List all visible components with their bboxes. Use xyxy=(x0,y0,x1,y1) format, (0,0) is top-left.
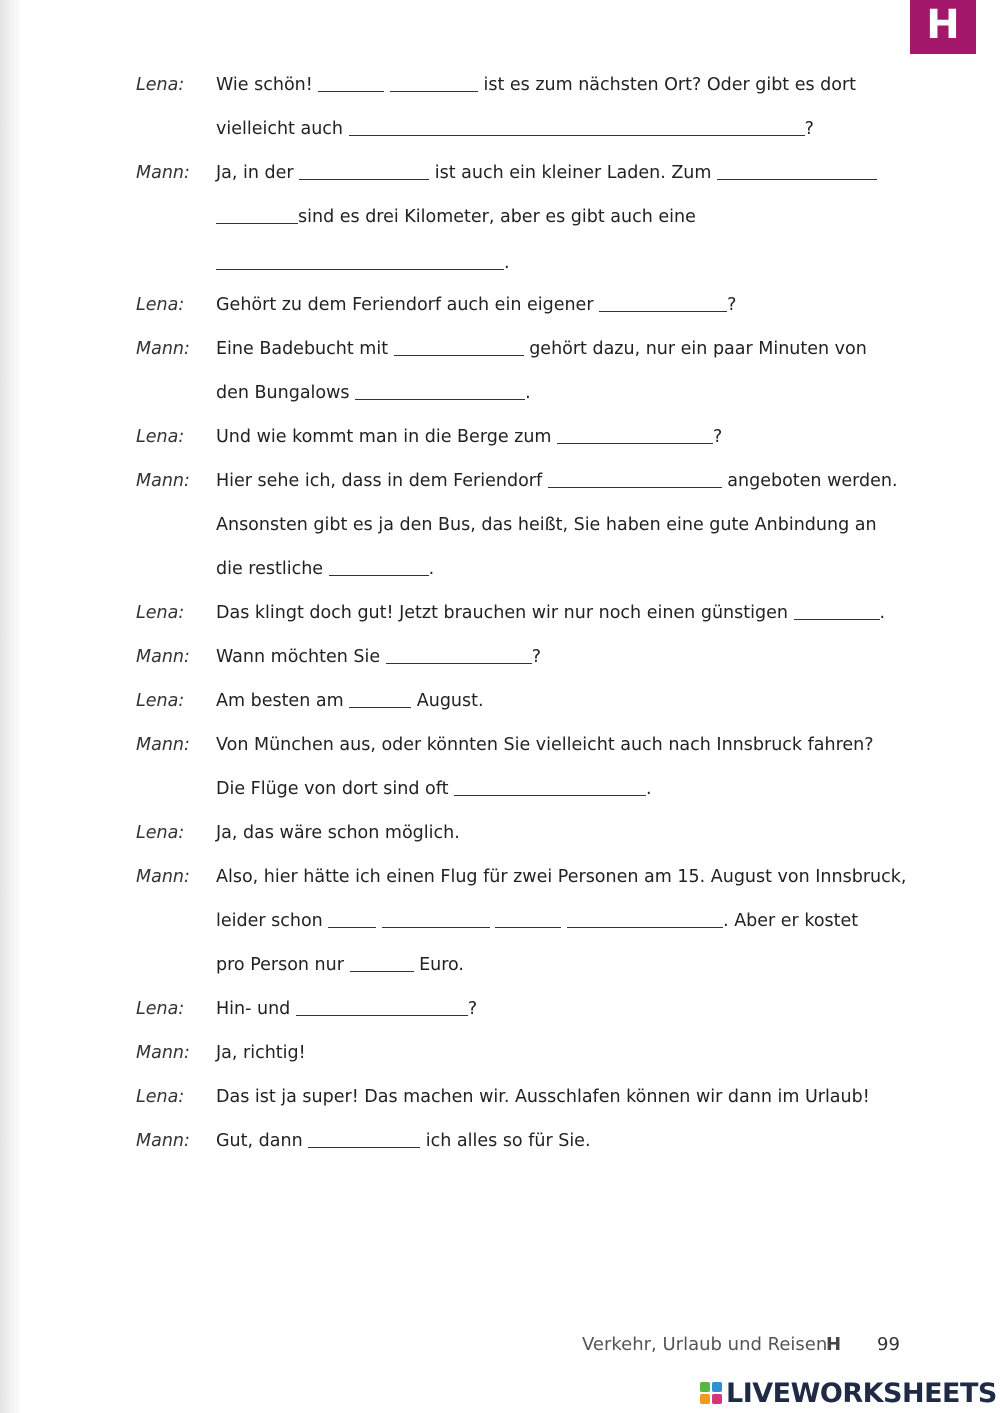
dialog-text xyxy=(216,334,867,364)
text-segment: . xyxy=(525,383,531,403)
text-segment: Ja, in der xyxy=(216,163,300,183)
footer-chapter-title: Verkehr, Urlaub und Reisen xyxy=(582,1334,828,1355)
dialog-text xyxy=(216,686,484,716)
answer-blank[interactable] xyxy=(386,646,532,665)
answer-blank[interactable] xyxy=(557,426,713,445)
speaker-label: Mann: xyxy=(136,867,190,887)
answer-blank[interactable] xyxy=(394,338,524,357)
logo-square xyxy=(700,1394,710,1404)
answer-blank[interactable] xyxy=(318,74,384,93)
answer-blank[interactable] xyxy=(548,470,722,489)
text-segment: . Aber er kostet xyxy=(723,911,859,931)
speaker-label: Mann: xyxy=(136,471,190,491)
answer-blank[interactable] xyxy=(350,954,414,973)
dialog-text xyxy=(216,950,464,980)
dialog-text xyxy=(216,730,874,760)
text-segment: Hin- und xyxy=(216,999,296,1019)
speaker-label: Mann: xyxy=(136,339,190,359)
dialog-text xyxy=(216,1082,870,1112)
answer-blank[interactable] xyxy=(495,910,561,929)
answer-blank[interactable] xyxy=(599,294,727,313)
text-segment: gehört dazu, nur ein paar Minuten von xyxy=(523,339,867,359)
text-segment: Das klingt doch gut! Jetzt brauchen wir nur noch einen günstigen xyxy=(216,603,794,623)
text-segment: . xyxy=(504,253,510,273)
dialog-text xyxy=(216,114,814,144)
speaker-label: Lena: xyxy=(136,603,185,623)
text-segment: Das ist ja super! Das machen wir. Ausschlafen können wir dann im Urlaub! xyxy=(216,1087,870,1107)
dialog-text xyxy=(216,554,434,584)
text-segment: den Bungalows xyxy=(216,383,356,403)
text-segment: Gut, dann xyxy=(216,1131,309,1151)
text-segment: ? xyxy=(713,427,723,447)
dialog-text xyxy=(216,70,856,100)
speaker-label: Mann: xyxy=(136,163,190,183)
dialog-text xyxy=(216,202,696,232)
answer-blank[interactable] xyxy=(296,998,468,1017)
answer-blank[interactable] xyxy=(329,558,429,577)
logo-square xyxy=(712,1394,722,1404)
text-segment: . xyxy=(646,779,652,799)
text-segment: ? xyxy=(727,295,737,315)
dialog-text xyxy=(216,818,460,848)
text-segment: August. xyxy=(411,691,484,711)
text-segment: sind es drei Kilometer, aber es gibt auch eine xyxy=(298,207,696,227)
speaker-label: Mann: xyxy=(136,1131,190,1151)
text-segment: angeboten werden. xyxy=(721,471,898,491)
logo-square xyxy=(700,1382,710,1392)
text-segment: Ansonsten gibt es ja den Bus, das heißt, Sie haben eine gute Anbindung an xyxy=(216,515,877,535)
text-segment: Die Flüge von dort sind oft xyxy=(216,779,455,799)
page-edge-shadow xyxy=(0,0,22,1413)
text-segment: . xyxy=(879,603,886,623)
answer-blank[interactable] xyxy=(717,162,877,181)
answer-blank[interactable] xyxy=(216,252,504,271)
text-segment: Von München aus, oder könnten Sie vielleicht auch nach Innsbruck fahren? xyxy=(216,735,874,755)
text-segment: Gehört zu dem Feriendorf auch ein eigener xyxy=(216,295,600,315)
dialog-text xyxy=(216,598,885,628)
answer-blank[interactable] xyxy=(216,206,298,225)
dialog-text xyxy=(216,158,877,188)
speaker-label: Lena: xyxy=(136,999,185,1019)
text-segment: Ja, richtig! xyxy=(216,1043,306,1063)
answer-blank[interactable] xyxy=(390,74,478,93)
text-segment: Wann möchten Sie xyxy=(216,647,386,667)
text-segment: Am besten am xyxy=(216,691,350,711)
text-segment: . xyxy=(428,559,435,579)
text-segment: Und wie kommt man in die Berge zum xyxy=(216,427,558,447)
speaker-label: Lena: xyxy=(136,75,185,95)
text-segment: leider schon xyxy=(216,911,329,931)
text-segment: Hier sehe ich, dass in dem Feriendorf xyxy=(216,471,548,491)
text-segment: ich alles so für Sie. xyxy=(420,1131,591,1151)
speaker-label: Lena: xyxy=(136,427,185,447)
text-segment: ? xyxy=(467,999,478,1019)
answer-blank[interactable] xyxy=(567,910,723,929)
dialog-text xyxy=(216,774,652,804)
logo-square xyxy=(712,1382,722,1392)
text-segment: ? xyxy=(804,119,814,139)
dialog-text xyxy=(216,1126,591,1156)
page-number: 99 xyxy=(877,1334,900,1355)
text-segment: Eine Badebucht mit xyxy=(216,339,394,359)
text-segment: Ja, das wäre schon möglich. xyxy=(216,823,460,843)
answer-blank[interactable] xyxy=(328,910,376,929)
answer-blank[interactable] xyxy=(794,602,880,621)
speaker-label: Lena: xyxy=(136,823,185,843)
text-segment: die restliche xyxy=(216,559,329,579)
footer-chapter-letter: H xyxy=(826,1334,842,1355)
answer-blank[interactable] xyxy=(299,162,429,181)
dialog-text xyxy=(216,378,531,408)
dialog-text xyxy=(216,510,877,540)
text-segment: Euro. xyxy=(413,955,464,975)
dialog-text xyxy=(216,422,722,452)
answer-blank[interactable] xyxy=(349,118,805,137)
speaker-label: Mann: xyxy=(136,735,190,755)
text-segment: ist auch ein kleiner Laden. Zum xyxy=(429,163,718,183)
answer-blank[interactable] xyxy=(349,690,411,709)
answer-blank[interactable] xyxy=(355,382,525,401)
text-segment: vielleicht auch xyxy=(216,119,349,139)
dialog-text xyxy=(216,862,906,892)
answer-blank[interactable] xyxy=(454,778,646,797)
speaker-label: Lena: xyxy=(136,691,185,711)
liveworksheets-watermark xyxy=(700,1376,997,1410)
dialog-text xyxy=(216,642,541,672)
text-segment: Wie schön! xyxy=(216,75,319,95)
answer-blank[interactable] xyxy=(382,910,490,929)
answer-blank[interactable] xyxy=(308,1130,420,1149)
dialog-text xyxy=(216,994,477,1024)
speaker-label: Mann: xyxy=(136,647,190,667)
speaker-label: Lena: xyxy=(136,295,185,315)
dialog-text xyxy=(216,466,898,496)
text-segment: ? xyxy=(531,647,541,667)
chapter-tab xyxy=(910,0,976,54)
watermark-text: LIVEWORKSHEETS xyxy=(726,1377,997,1409)
dialog-text xyxy=(216,906,858,936)
text-segment: Also, hier hätte ich einen Flug für zwei Personen am 15. August von Innsbruck, xyxy=(216,867,907,887)
text-segment: ist es zum nächsten Ort? Oder gibt es dort xyxy=(477,75,857,95)
speaker-label: Mann: xyxy=(136,1043,190,1063)
liveworksheets-logo-icon xyxy=(700,1382,722,1404)
dialog-text xyxy=(216,290,736,320)
text-segment: pro Person nur xyxy=(216,955,350,975)
speaker-label: Lena: xyxy=(136,1087,185,1107)
dialog-text xyxy=(216,1038,306,1068)
chapter-letter: H xyxy=(926,2,960,48)
dialog-text xyxy=(216,248,510,278)
